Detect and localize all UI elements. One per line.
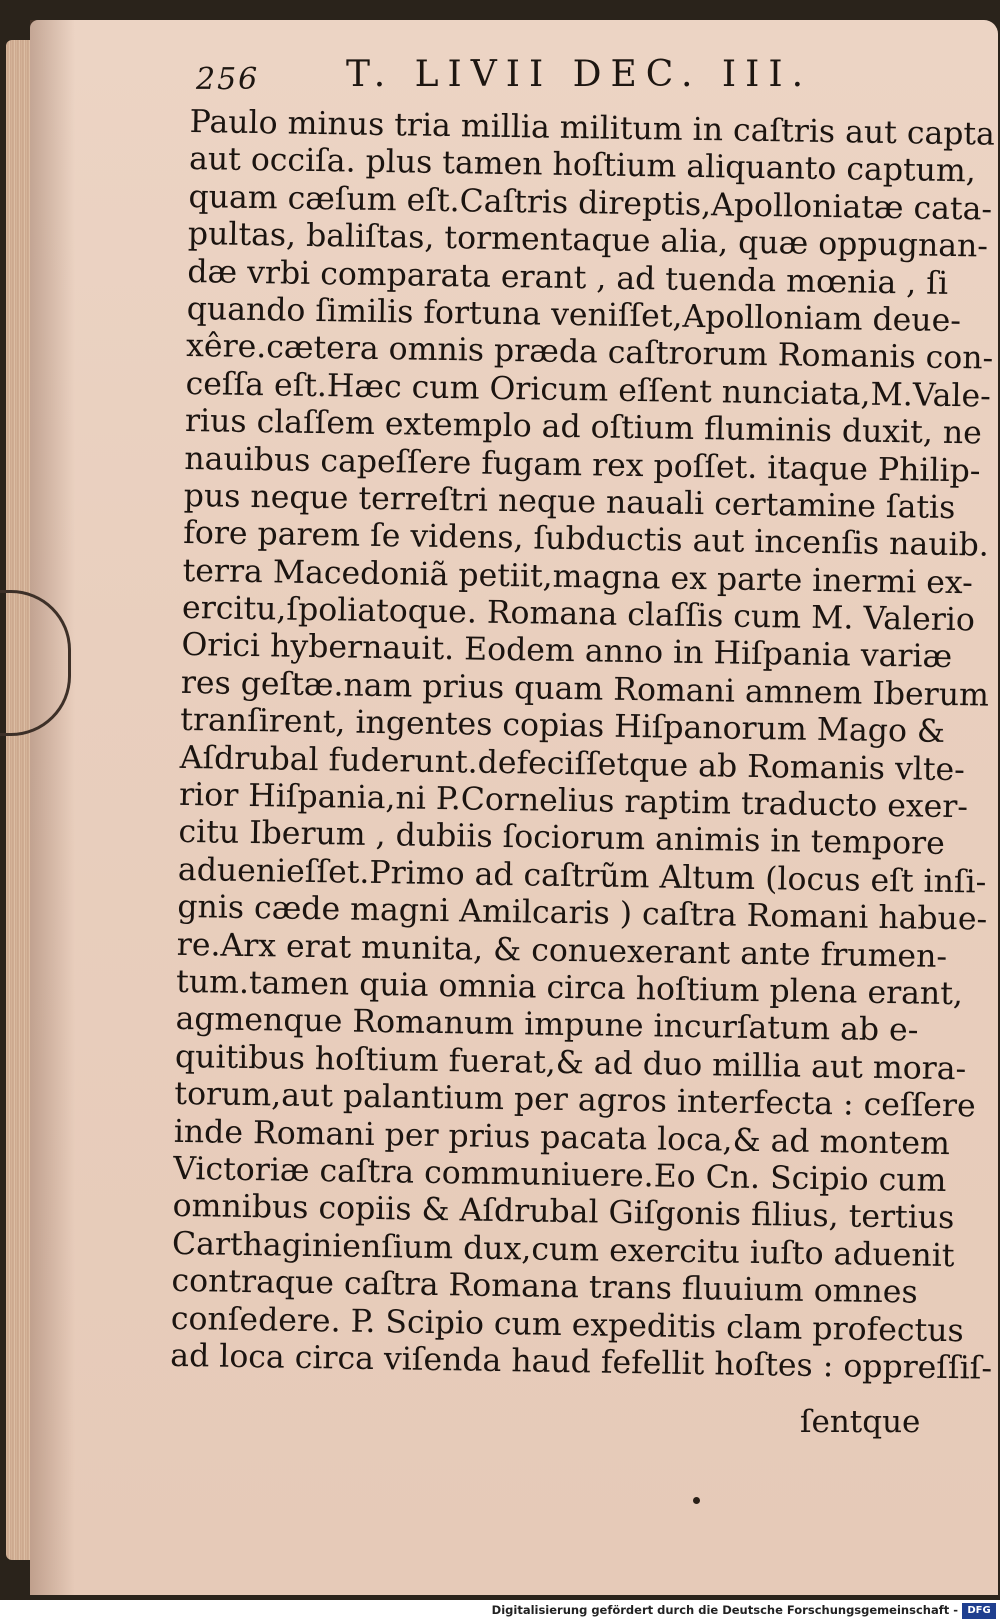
text-line: quitibus hoſtium fuerat,& ad duo millia aut mora- — [174, 1038, 967, 1088]
text-line: pultas, baliſtas, tormentaque alia, quæ oppugnan- — [187, 216, 989, 265]
text-line: Carthaginienſium dux,cum exercitu iuſto aduenit — [171, 1225, 955, 1274]
text-line: conſedere. P. Scipio cum expeditis clam profectus — [170, 1300, 964, 1349]
text-line: nauibus capeſſere fugam rex poſſet. itaque Philip- — [184, 440, 981, 489]
text-line: torum,aut palantium per agros interfecta : ceſſere — [174, 1076, 976, 1125]
text-line: tum.tamen quia omnia circa hoſtium plena erant, — [175, 963, 964, 1013]
ink-dot — [693, 1497, 700, 1504]
text-line: rius claſſem extemplo ad oſtium fluminis duxit, ne — [184, 403, 983, 452]
body-text — [170, 104, 996, 1387]
text-line: xêre.cætera omnis præda caſtrorum Romanis con- — [185, 328, 994, 377]
text-line: quam cæſum eſt.Caſtris direptis,Apolloniatæ cata- — [188, 178, 993, 228]
text-line: re.Arx erat munita, & conuexerant ante frumen- — [176, 926, 948, 975]
text-line: Victoriæ caſtra communiuere.Eo Cn. Scipio cum — [172, 1150, 947, 1199]
text-line: gnis cæde magni Amilcaris ) caſtra Romani habue- — [177, 889, 988, 938]
text-line: terra Macedoniã petiit,magna ex parte inermi ex- — [182, 552, 974, 602]
text-line: contraque caſtra Romana trans fluuium omnes — [171, 1262, 918, 1311]
text-line: citu Iberum , dubiis ſociorum animis in tempore — [178, 814, 946, 863]
text-line: tranſirent, ingentes copias Hiſpanorum Mago & — [180, 702, 946, 751]
text-line: agmenque Romanum impune incurſatum ab e- — [175, 1001, 919, 1049]
running-title: T. LIVII DEC. III. — [346, 54, 813, 95]
text-line: fore parem ſe videns, ſubductis aut incenſis nauib. — [182, 515, 990, 564]
text-line: ad loca circa viſenda haud fefellit hoſtes : oppreſſiſ- — [170, 1337, 993, 1387]
text-line: ceſſa eſt.Hæc cum Oricum eſſent nunciata,M.Vale- — [185, 365, 992, 415]
footer-credit: Digitalisierung gefördert durch die Deutsche Forschungsgemeinschaft - — [491, 1603, 958, 1617]
text-line: res geſtæ.nam prius quam Romani amnem Iberum — [180, 664, 990, 714]
text-line: pus neque terreſtri neque nauali certamine ſatis — [183, 477, 956, 526]
footer-bar — [0, 1600, 1000, 1623]
page-header — [196, 54, 936, 98]
text-line: ercitu,ſpoliatoque. Romana claſſis cum M. Valerio — [181, 590, 976, 639]
text-line: omnibus copiis & Aſdrubal Giſgonis filius, tertius — [172, 1188, 955, 1237]
page-number: 256 — [196, 62, 260, 97]
text-line: Orici hybernauit. Eodem anno in Hiſpania variæ — [181, 627, 953, 676]
text-line: Paulo minus tria millia militum in caſtris aut capta — [189, 104, 996, 153]
catchword: ſentque — [800, 1404, 921, 1440]
text-line: Aſdrubal fuderunt.defeciſſetque ab Romanis vlte- — [179, 739, 966, 788]
text-line: inde Romani per prius pacata loca,& ad montem — [173, 1113, 951, 1162]
text-line: quando ſimilis fortuna veniſſet,Apolloniam deue- — [186, 290, 962, 340]
text-line: rior Hiſpania,ni P.Cornelius raptim traducto exer- — [178, 776, 969, 826]
text-line: dæ vrbi comparata erant , ad tuenda mœnia , ſi — [187, 253, 949, 302]
text-line: aduenieſſet.Primo ad caſtrũm Altum (locus eſt inſi- — [177, 851, 987, 901]
text-line: aut occiſa. plus tamen hoſtium aliquanto captum, — [188, 141, 977, 190]
dfg-logo: DFG — [962, 1603, 996, 1619]
